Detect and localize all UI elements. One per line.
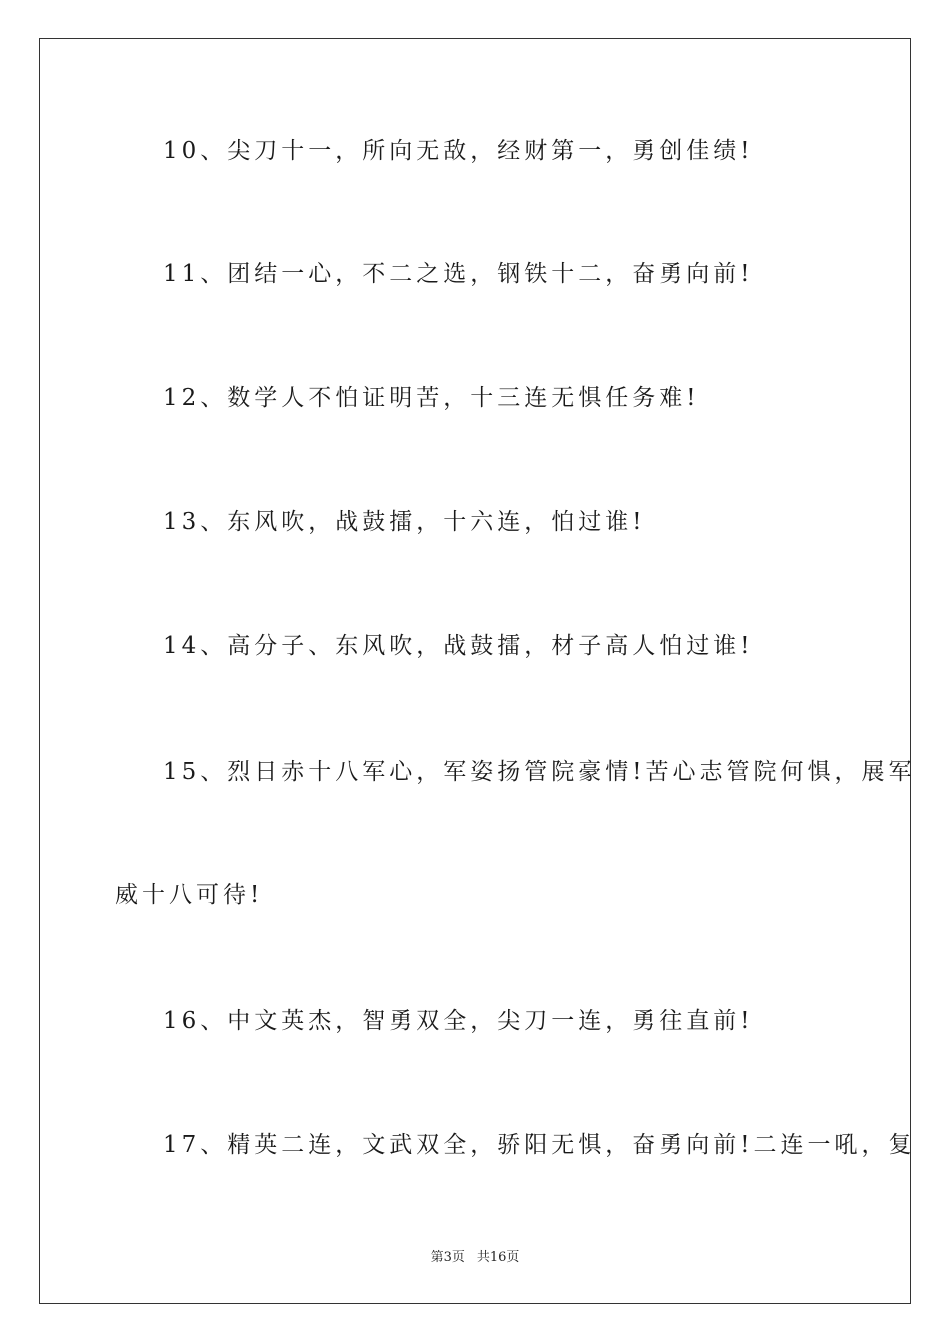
- slogan-line-11: 11、团结一心，不二之选，钢铁十二，奋勇向前!: [163, 261, 754, 287]
- slogan-line-15-cont: 威十八可待!: [115, 882, 264, 908]
- slogan-line-15: 15、烈日赤十八军心，军姿扬管院豪情!苦心志管院何惧，展军: [163, 759, 916, 785]
- slogan-line-16: 16、中文英杰，智勇双全，尖刀一连，勇往直前!: [163, 1008, 754, 1034]
- page-total: 共16页: [476, 1250, 520, 1265]
- slogan-line-17: 17、精英二连，文武双全，骄阳无惧，奋勇向前!二连一吼，复: [163, 1132, 916, 1158]
- page-number: 第3页: [430, 1250, 465, 1265]
- slogan-line-14: 14、高分子、东风吹，战鼓擂，材子高人怕过谁!: [163, 633, 754, 659]
- page-border: [39, 38, 916, 1304]
- page-footer: [0, 1246, 950, 1265]
- slogan-line-12: 12、数学人不怕证明苦，十三连无惧任务难!: [163, 385, 700, 411]
- slogan-line-10: 10、尖刀十一，所向无敌，经财第一，勇创佳绩!: [163, 138, 754, 164]
- slogan-line-13: 13、东风吹，战鼓擂，十六连，怕过谁!: [163, 509, 646, 535]
